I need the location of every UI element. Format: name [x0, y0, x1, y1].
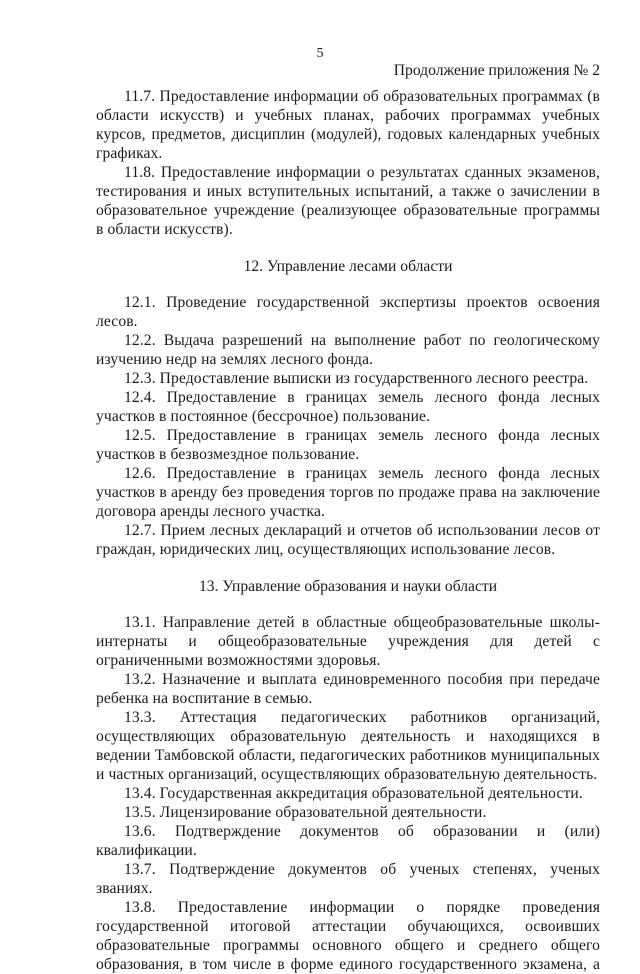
list-item: 13.4. Государственная аккредитация образовательной деятельности. [124, 785, 583, 802]
page-number: 5 [316, 46, 324, 61]
list-item: 12.6. Предоставление в границах земель лесного фонда лесных участков в аренду без проведения торгов по продаже права на заключение договора аренды лесного участка. [96, 465, 600, 520]
list-item: 11.7. Предоставление информации об образовательных программах (в области искусств) и учебных планах, рабочих программах учебных курсов, предметов, дисциплин (модулей), годовых календарных учебных графиках. [96, 88, 600, 162]
list-item: 13.1. Направление детей в областные общеобразовательные школы-интернаты и общеобразовательные учреждения для детей с ограниченными возможностями здоровья. [96, 614, 600, 669]
list-item: 12.3. Предоставление выписки из государственного лесного реестра. [124, 370, 589, 387]
list-item: 13.8. Предоставление информации о порядке проведения государственной итоговой аттестации обучающихся, освоивших образовательные программы основного общего и среднего общего образования, в том числе в форме единого государственного экзамена, а [96, 899, 600, 973]
document-body [96, 87, 600, 974]
list-item: 12.1. Проведение государственной экспертизы проектов освоения лесов. [96, 294, 600, 330]
section-heading: 12. Управление лесами области [243, 258, 453, 275]
list-item: 12.5. Предоставление в границах земель лесного фонда лесных участков в безвозмездное пользование. [96, 427, 600, 463]
list-item: 13.3. Аттестация педагогических работников организаций, осуществляющих образовательную деятельность и находящихся в ведении Тамбовской области, педагогических работников муниципальных и частных организаций, осуществляющих образовательную деятельность. [96, 709, 600, 783]
list-item: 12.4. Предоставление в границах земель лесного фонда лесных участков в постоянное (бессрочное) пользование. [96, 389, 600, 425]
list-item: 13.6. Подтверждение документов об образовании и (или) квалификации. [96, 823, 600, 859]
list-item: 12.2. Выдача разрешений на выполнение работ по геологическому изучению недр на землях лесного фонда. [96, 332, 600, 368]
list-item: 12.7. Прием лесных деклараций и отчетов об использовании лесов от граждан, юридических лиц, осуществляющих использование лесов. [96, 522, 600, 558]
list-item: 13.2. Назначение и выплата единовременного пособия при передаче ребенка на воспитание в семью. [96, 671, 600, 707]
section-heading: 13. Управление образования и науки области [198, 578, 498, 595]
list-item: 11.8. Предоставление информации о результатах сданных экзаменов, тестирования и иных вступительных испытаний, а также о зачислении в образовательное учреждение (реализующее образовательные программы в области искусств). [96, 164, 600, 238]
list-item: 13.7. Подтверждение документов об ученых степенях, ученых званиях. [96, 861, 600, 897]
list-item: 13.5. Лицензирование образовательной деятельности. [124, 804, 487, 821]
appendix-continuation-label: Продолжение приложения № 2 [393, 62, 600, 79]
